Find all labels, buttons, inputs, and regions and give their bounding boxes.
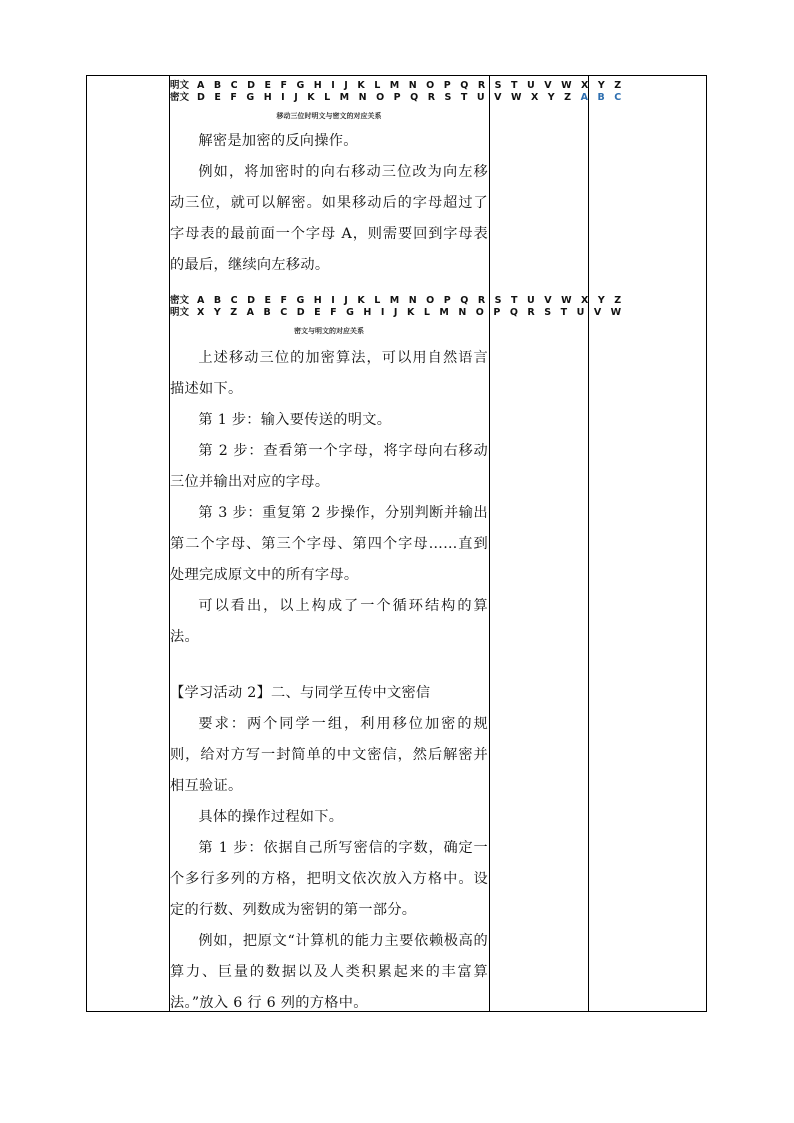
step-paragraph: 第 1 步：依据自己所写密信的字数，确定一个多行多列的方格，把明文依次放入方格中。设定的行数、列数成为密钥的第一部分。 [170,840,488,918]
paragraph: 例如，把原文“计算机的能力主要依赖极高的算力、巨量的数据以及人类积累起来的丰富算法。”放入 6 行 6 列的方格中。 [170,933,488,1011]
column-divider [588,76,589,1011]
plaintext-letters: X Y Z A B C D E F G H I J K L M N O P Q R S T U V W [197,307,625,318]
paragraph: 要求：两个同学一组，利用移位加密的规则，给对方写一封简单的中文密信，然后解密并相互验证。 [170,716,488,794]
activity-heading: 【学习活动 2】二、与同学互传中文密信 [170,685,431,701]
paragraph: 可以看出，以上构成了一个循环结构的算法。 [170,598,488,645]
figure-caption: 密文与明文的对应关系 [294,327,364,335]
cipher-table-shift-three [170,80,625,122]
plaintext-letters: A B C D E F G H I J K L M N O P Q R S T U V W X Y Z [197,80,625,91]
plaintext-label: 明文 [170,80,190,91]
ciphertext-label: 密文 [170,92,190,103]
step-paragraph: 第 2 步：查看第一个字母，将字母向右移动三位并输出对应的字母。 [170,443,488,490]
ciphertext-label: 密文 [170,295,190,306]
cipher-table-decrypt [170,295,625,337]
paragraph: 上述移动三位的加密算法，可以用自然语言描述如下。 [170,350,488,397]
ciphertext-letters [197,92,624,104]
column-divider [489,76,490,1011]
lesson-content [170,80,625,1019]
step-paragraph: 第 1 步：输入要传送的明文。 [198,412,392,428]
paragraph: 例如，将加密时的向右移动三位改为向左移动三位，就可以解密。如果移动后的字母超过了字母表的最前面一个字母 A，则需要回到字母表的最后，继续向左移动。 [170,164,488,273]
ciphertext-letters-wrapped: A B C [580,92,625,103]
ciphertext-letters-main: D E F G H I J K L M N O P Q R S T U V W X Y Z [197,92,575,103]
plaintext-label: 明文 [170,307,190,318]
figure-caption: 移动三位时明文与密文的对应关系 [276,112,382,120]
paragraph: 解密是加密的反向操作。 [198,133,358,149]
paragraph: 具体的操作过程如下。 [198,809,344,825]
step-paragraph: 第 3 步：重复第 2 步操作，分别判断并输出第二个字母、第三个字母、第四个字母……直到处理完成原文中的所有字母。 [170,505,488,583]
ciphertext-letters: A B C D E F G H I J K L M N O P Q R S T U V W X Y Z [197,295,625,306]
